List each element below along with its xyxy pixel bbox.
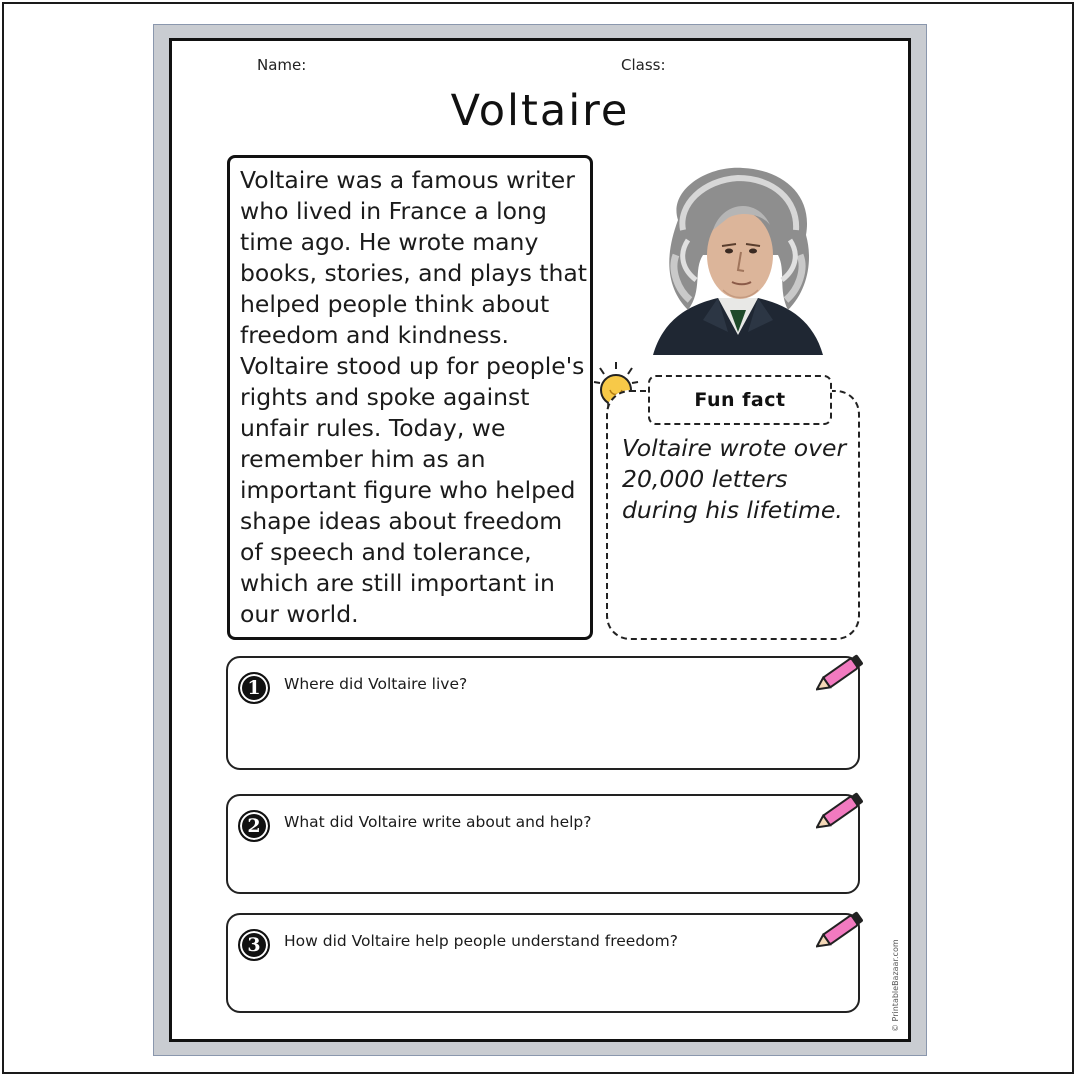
portrait-illustration xyxy=(648,160,828,355)
class-label: Class: xyxy=(621,56,666,74)
passage-line: shape ideas about freedom xyxy=(240,507,563,535)
fun-fact-line: 20,000 letters xyxy=(622,465,788,493)
pencil-icon xyxy=(816,788,868,834)
question-number-badge: 2 xyxy=(238,810,270,842)
fun-fact-line: Voltaire wrote over xyxy=(622,434,847,462)
passage-line: unfair rules. Today, we xyxy=(240,414,506,442)
question-2-answer-box[interactable] xyxy=(226,794,860,894)
question-text: What did Voltaire write about and help? xyxy=(284,813,592,831)
passage-line: important figure who helped xyxy=(240,476,576,504)
passage-line: rights and spoke against xyxy=(240,383,530,411)
question-1-answer-box[interactable] xyxy=(226,656,860,770)
passage-line: time ago. He wrote many xyxy=(240,228,539,256)
pencil-icon xyxy=(816,907,868,953)
passage-line: freedom and kindness. xyxy=(240,321,509,349)
question-text: How did Voltaire help people understand freedom? xyxy=(284,932,678,950)
passage-line: which are still important in xyxy=(240,569,555,597)
question-number-badge: 1 xyxy=(238,672,270,704)
passage-line: books, stories, and plays that xyxy=(240,259,588,287)
passage-line: of speech and tolerance, xyxy=(240,538,532,566)
fun-fact-label: Fun fact xyxy=(648,375,832,425)
question-number-badge: 3 xyxy=(238,929,270,961)
page-title: Voltaire xyxy=(450,86,630,136)
passage-line: Voltaire stood up for people's xyxy=(240,352,585,380)
fun-fact-text xyxy=(622,433,852,526)
passage-line: helped people think about xyxy=(240,290,550,318)
passage-line: Voltaire was a famous writer xyxy=(240,166,575,194)
passage-line: our world. xyxy=(240,600,359,628)
pencil-icon xyxy=(816,650,868,696)
question-text: Where did Voltaire live? xyxy=(284,675,468,693)
question-3-answer-box[interactable] xyxy=(226,913,860,1013)
name-label: Name: xyxy=(257,56,307,74)
passage-line: who lived in France a long xyxy=(240,197,547,225)
copyright-watermark: © PrintableBazaar.com xyxy=(891,939,900,1032)
fun-fact-line: during his lifetime. xyxy=(622,496,843,524)
passage-line: remember him as an xyxy=(240,445,486,473)
reading-passage xyxy=(240,165,590,630)
